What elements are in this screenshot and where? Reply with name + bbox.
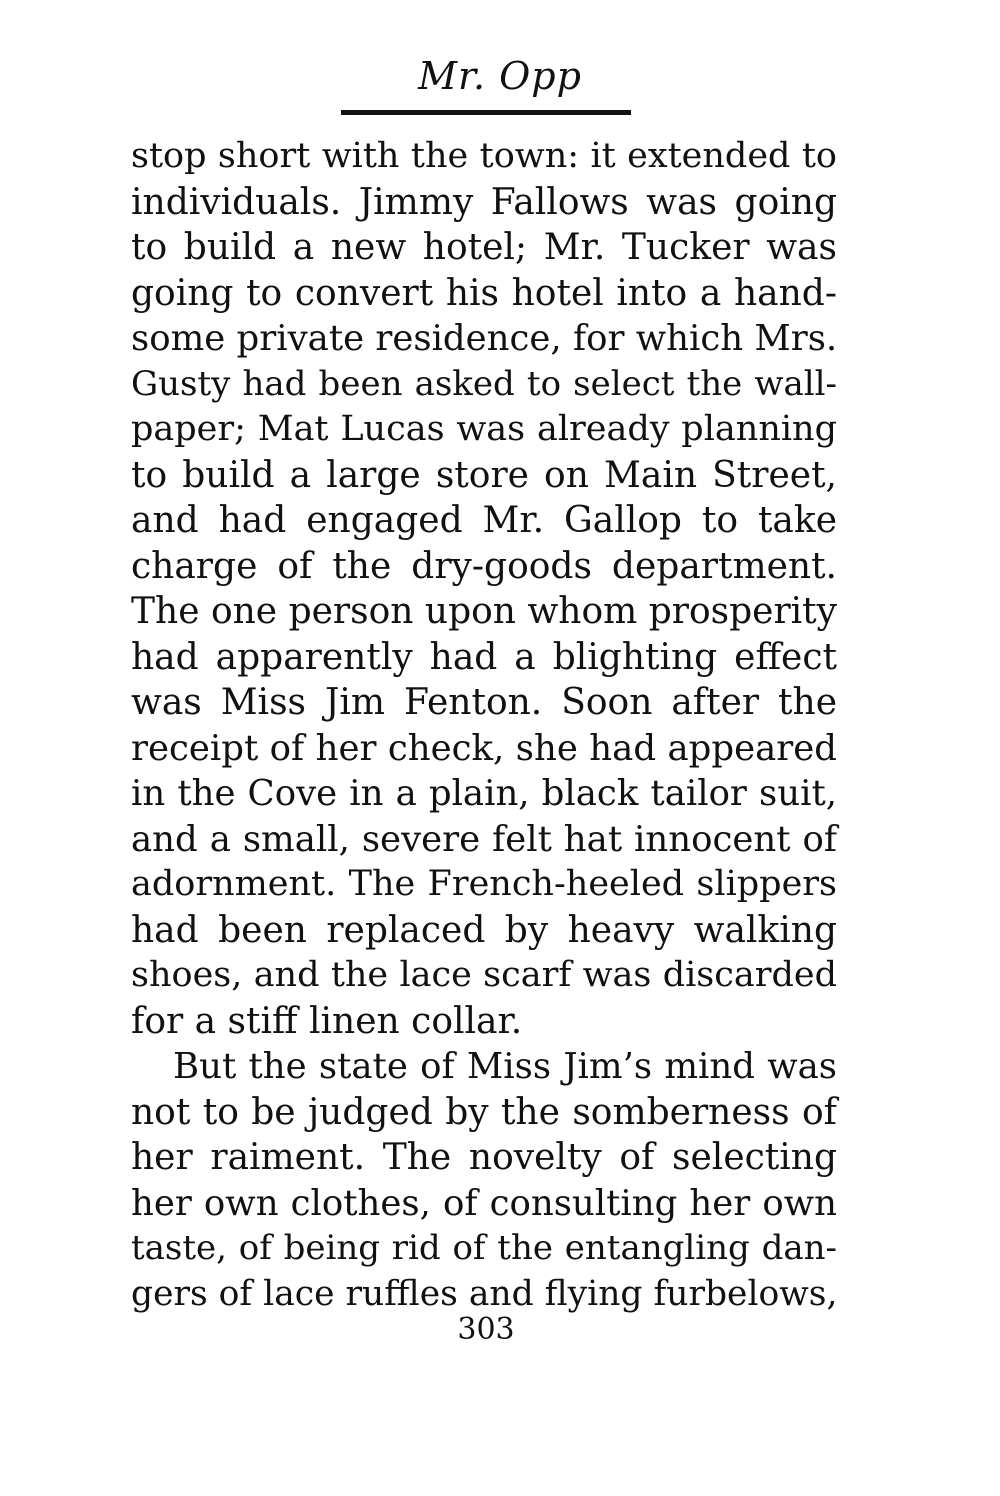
paragraph-1 (131, 134, 837, 1044)
text-line: her own clothes, of consulting her own (131, 1182, 837, 1224)
text-line: individuals. Jimmy Fallows was going (131, 181, 837, 223)
text-line: gers of lace ruffles and flying furbelows, (131, 1273, 838, 1314)
text-line: had apparently had a blighting effect (131, 636, 837, 678)
text-line: taste, of being rid of the entangling dan- (131, 1228, 837, 1268)
text-line: shoes, and the lace scarf was discarded (131, 955, 837, 995)
text-line: for a stiff linen collar. (131, 1000, 523, 1042)
text-line: and had engaged Mr. Gallop to take (131, 500, 837, 541)
text-line: receipt of her check, she had appeared (131, 727, 837, 769)
text-line: to build a new hotel; Mr. Tucker was (131, 227, 837, 268)
text-line: stop short with the town: it extended to (131, 136, 837, 176)
text-line: not to be judged by the somberness of (131, 1091, 837, 1133)
paragraph-2 (131, 1044, 837, 1317)
text-line: some private residence, for which Mrs. (131, 318, 838, 359)
text-line: was Miss Jim Fenton. Soon after the (131, 682, 837, 723)
page-number: 303 (457, 1312, 515, 1347)
text-line: charge of the dry-goods department. (131, 545, 837, 587)
text-line: The one person upon whom prosperity (131, 591, 837, 632)
text-line: paper; Mat Lucas was already planning (131, 409, 837, 449)
text-line: But the state of Miss Jim’s mind was (173, 1046, 837, 1087)
head-rule (341, 110, 631, 115)
text-line: in the Cove in a plain, black tailor suit, (131, 773, 837, 814)
text-line: her raiment. The novelty of selecting (131, 1137, 837, 1178)
text-line: and a small, severe felt hat innocent of (131, 818, 837, 860)
text-line: adornment. The French-heeled slippers (131, 864, 837, 904)
body-text (131, 134, 837, 1317)
text-line: had been replaced by heavy walking (131, 909, 837, 951)
text-line: going to convert his hotel into a hand- (131, 272, 837, 314)
running-head: Mr. Opp (418, 54, 582, 98)
text-line: Gusty had been asked to select the wall- (131, 363, 837, 404)
text-line: to build a large store on Main Street, (131, 454, 837, 496)
